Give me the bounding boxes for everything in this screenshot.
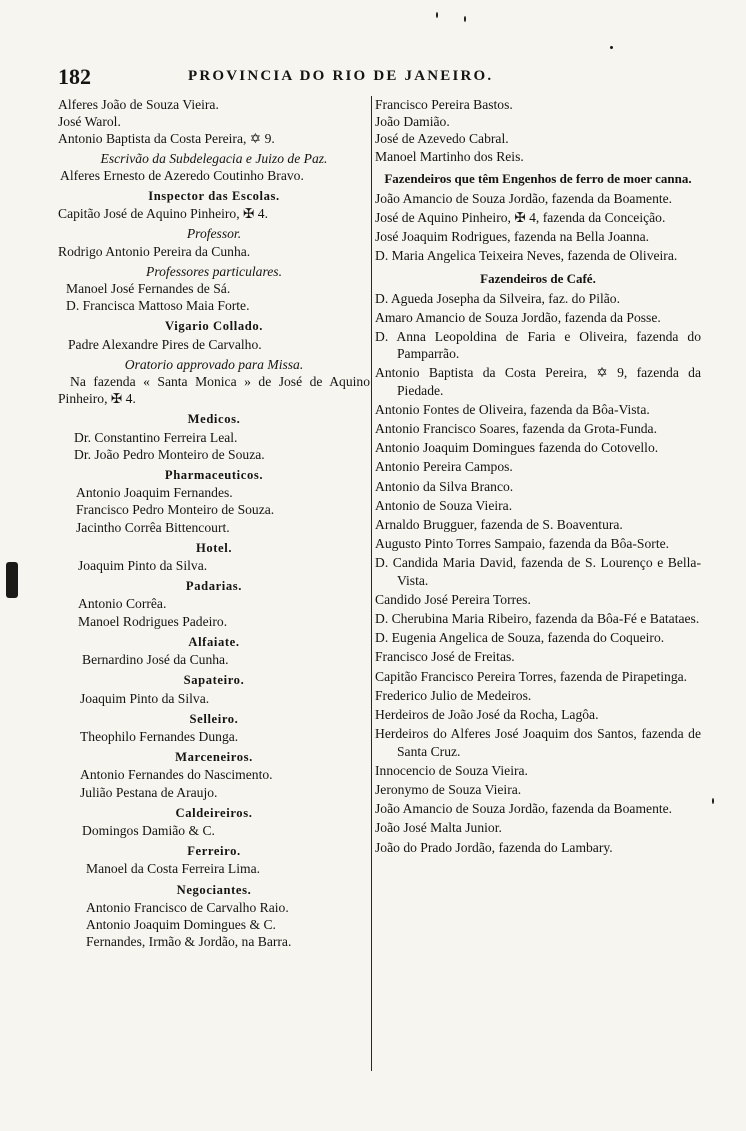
medicos-heading: Medicos. <box>187 412 241 427</box>
list-item: Domingos Damião & C. <box>82 822 215 838</box>
ink-speck <box>464 16 466 22</box>
list-item: D. Anna Leopoldina de Faria e Oliveira, fazenda do Pamparrão. <box>375 329 701 362</box>
list-item: Antonio Francisco de Carvalho Raio. <box>86 899 289 915</box>
list-item: José de Aquino Pinheiro, ✠ 4, fazenda da Conceição. <box>375 210 666 226</box>
list-item: D. Francisca Mattoso Maia Forte. <box>66 298 250 314</box>
ferreiro-heading: Ferreiro. <box>187 844 241 859</box>
list-item: Padre Alexandre Pires de Carvalho. <box>68 336 262 352</box>
list-item: Manoel Martinho dos Reis. <box>375 148 524 164</box>
list-item: Bernardino José da Cunha. <box>82 652 229 668</box>
list-item: Antonio Baptista da Costa Pereira, ✡ 9, fazenda da Piedade. <box>375 365 701 398</box>
ink-speck <box>712 798 714 804</box>
list-item: Joaquim Pinto da Silva. <box>78 558 208 574</box>
list-item: Julião Pestana de Araujo. <box>80 784 218 800</box>
list-item: João Amancio de Souza Jordão, fazenda da Boamente. <box>375 190 673 206</box>
inspector-heading: Inspector das Escolas. <box>148 189 280 204</box>
column-divider <box>371 96 372 1071</box>
escrivao-heading: Escrivão da Subdelegacia e Juizo de Paz. <box>100 150 328 166</box>
list-item: Innocencio de Souza Vieira. <box>375 762 528 778</box>
cafe-heading: Fazendeiros de Café. <box>480 270 596 286</box>
list-item: Capitão José de Aquino Pinheiro, ✠ 4. <box>58 206 268 222</box>
page-title: PROVINCIA DO RIO DE JANEIRO. <box>188 68 494 84</box>
list-item: José Joaquim Rodrigues, fazenda na Bella Joanna. <box>375 229 650 245</box>
list-item: Joaquim Pinto da Silva. <box>80 690 210 706</box>
list-item: D. Agueda Josepha da Silveira, faz. do Pilão. <box>375 290 621 306</box>
page-number: 182 <box>58 64 91 89</box>
marceneiros-heading: Marceneiros. <box>175 750 253 765</box>
page-header <box>58 64 690 88</box>
list-item: Fernandes, Irmão & Jordão, na Barra. <box>86 934 292 950</box>
list-item: Antonio de Souza Vieira. <box>375 497 513 513</box>
padarias-heading: Padarias. <box>185 579 243 594</box>
list-item: Antonio Joaquim Domingues fazenda do Cotovello. <box>375 440 659 456</box>
list-item: José de Azevedo Cabral. <box>375 131 509 147</box>
list-item: Arnaldo Brugguer, fazenda de S. Boaventura. <box>375 517 623 533</box>
negociantes-heading: Negociantes. <box>176 882 252 897</box>
list-item: Francisco José de Freitas. <box>375 649 515 665</box>
list-item: Herdeiros de João José da Rocha, Lagôa. <box>375 707 599 723</box>
list-item: Dr. João Pedro Monteiro de Souza. <box>74 446 265 462</box>
list-item: Antonio Joaquim Fernandes. <box>76 485 233 501</box>
list-item: Alferes Ernesto de Azeredo Coutinho Bravo. <box>60 167 304 183</box>
list-item: Manoel José Fernandes de Sá. <box>66 281 231 297</box>
list-item: Jeronymo de Souza Vieira. <box>375 781 522 797</box>
professores-particulares-heading: Professores particulares. <box>146 263 282 279</box>
list-item: Manoel da Costa Ferreira Lima. <box>86 861 261 877</box>
list-item: Candido José Pereira Torres. <box>375 591 531 607</box>
list-item: Antonio Corrêa. <box>78 596 167 612</box>
vigario-heading: Vigario Collado. <box>165 319 263 334</box>
list-item: Amaro Amancio de Souza Jordão, fazenda da Posse. <box>375 309 661 325</box>
list-item: Antonio Francisco Soares, fazenda da Grota-Funda. <box>375 421 657 437</box>
list-item: João do Prado Jordão, fazenda do Lambary. <box>375 839 613 855</box>
engenhos-heading: Fazendeiros que têm Engenhos de ferro de moer canna. <box>384 170 692 186</box>
list-item: Frederico Julio de Medeiros. <box>375 687 532 703</box>
list-item: Francisco Pedro Monteiro de Souza. <box>76 502 275 518</box>
list-item: Jacintho Corrêa Bittencourt. <box>76 519 230 535</box>
alfaiate-heading: Alfaiate. <box>188 634 240 649</box>
list-item: Rodrigo Antonio Pereira da Cunha. <box>58 243 251 259</box>
caldeireiros-heading: Caldeireiros. <box>175 805 253 820</box>
list-item: D. Eugenia Angelica de Souza, fazenda do Coqueiro. <box>375 630 665 646</box>
list-item: João Amancio de Souza Jordão, fazenda da Boamente. <box>375 801 673 817</box>
pharmaceuticos-heading: Pharmaceuticos. <box>164 468 264 483</box>
list-item: Antonio Joaquim Domingues & C. <box>86 916 276 932</box>
list-item: Manoel Rodrigues Padeiro. <box>78 613 228 629</box>
list-item: José Warol. <box>58 114 121 130</box>
list-item: Antonio Fernandes do Nascimento. <box>80 767 273 783</box>
list-item: D. Cherubina Maria Ribeiro, fazenda da Bôa-Fé e Batataes. <box>375 611 700 627</box>
list-item: Dr. Constantino Ferreira Leal. <box>74 429 238 445</box>
list-item: Antonio Pereira Campos. <box>375 459 513 475</box>
right-column <box>375 96 701 858</box>
list-item: D. Maria Angelica Teixeira Neves, fazenda de Oliveira. <box>375 248 678 264</box>
list-item: Na fazenda « Santa Monica » de José de Aquino Pinheiro, ✠ 4. <box>58 374 370 407</box>
list-item: Francisco Pereira Bastos. <box>375 97 513 112</box>
list-item: D. Candida Maria David, fazenda de S. Lourenço e Bella-Vista. <box>375 555 701 588</box>
selleiro-heading: Selleiro. <box>189 711 239 726</box>
list-item: Alferes João de Souza Vieira. <box>58 97 219 112</box>
list-item: Capitão Francisco Pereira Torres, fazenda de Pirapetinga. <box>375 668 688 684</box>
list-item: Herdeiros do Alferes José Joaquim dos Santos, fazenda de Santa Cruz. <box>375 726 701 759</box>
list-item: Antonio Fontes de Oliveira, fazenda da Bôa-Vista. <box>375 401 650 417</box>
hotel-heading: Hotel. <box>195 540 233 555</box>
list-item: João Damião. <box>375 114 450 130</box>
list-item: Theophilo Fernandes Dunga. <box>80 728 239 744</box>
sapateiro-heading: Sapateiro. <box>183 673 245 688</box>
professor-heading: Professor. <box>186 226 242 242</box>
list-item: Augusto Pinto Torres Sampaio, fazenda da Bôa-Sorte. <box>375 536 670 552</box>
ink-speck <box>436 12 438 18</box>
list-item: João José Malta Junior. <box>375 820 502 836</box>
left-column <box>58 96 370 950</box>
list-item: Antonio Baptista da Costa Pereira, ✡ 9. <box>58 131 275 147</box>
cafe-list <box>375 290 701 856</box>
ink-speck <box>610 46 613 49</box>
list-item: Antonio da Silva Branco. <box>375 478 514 494</box>
ink-blot <box>6 562 18 598</box>
oratorio-heading: Oratorio approvado para Missa. <box>124 356 304 372</box>
